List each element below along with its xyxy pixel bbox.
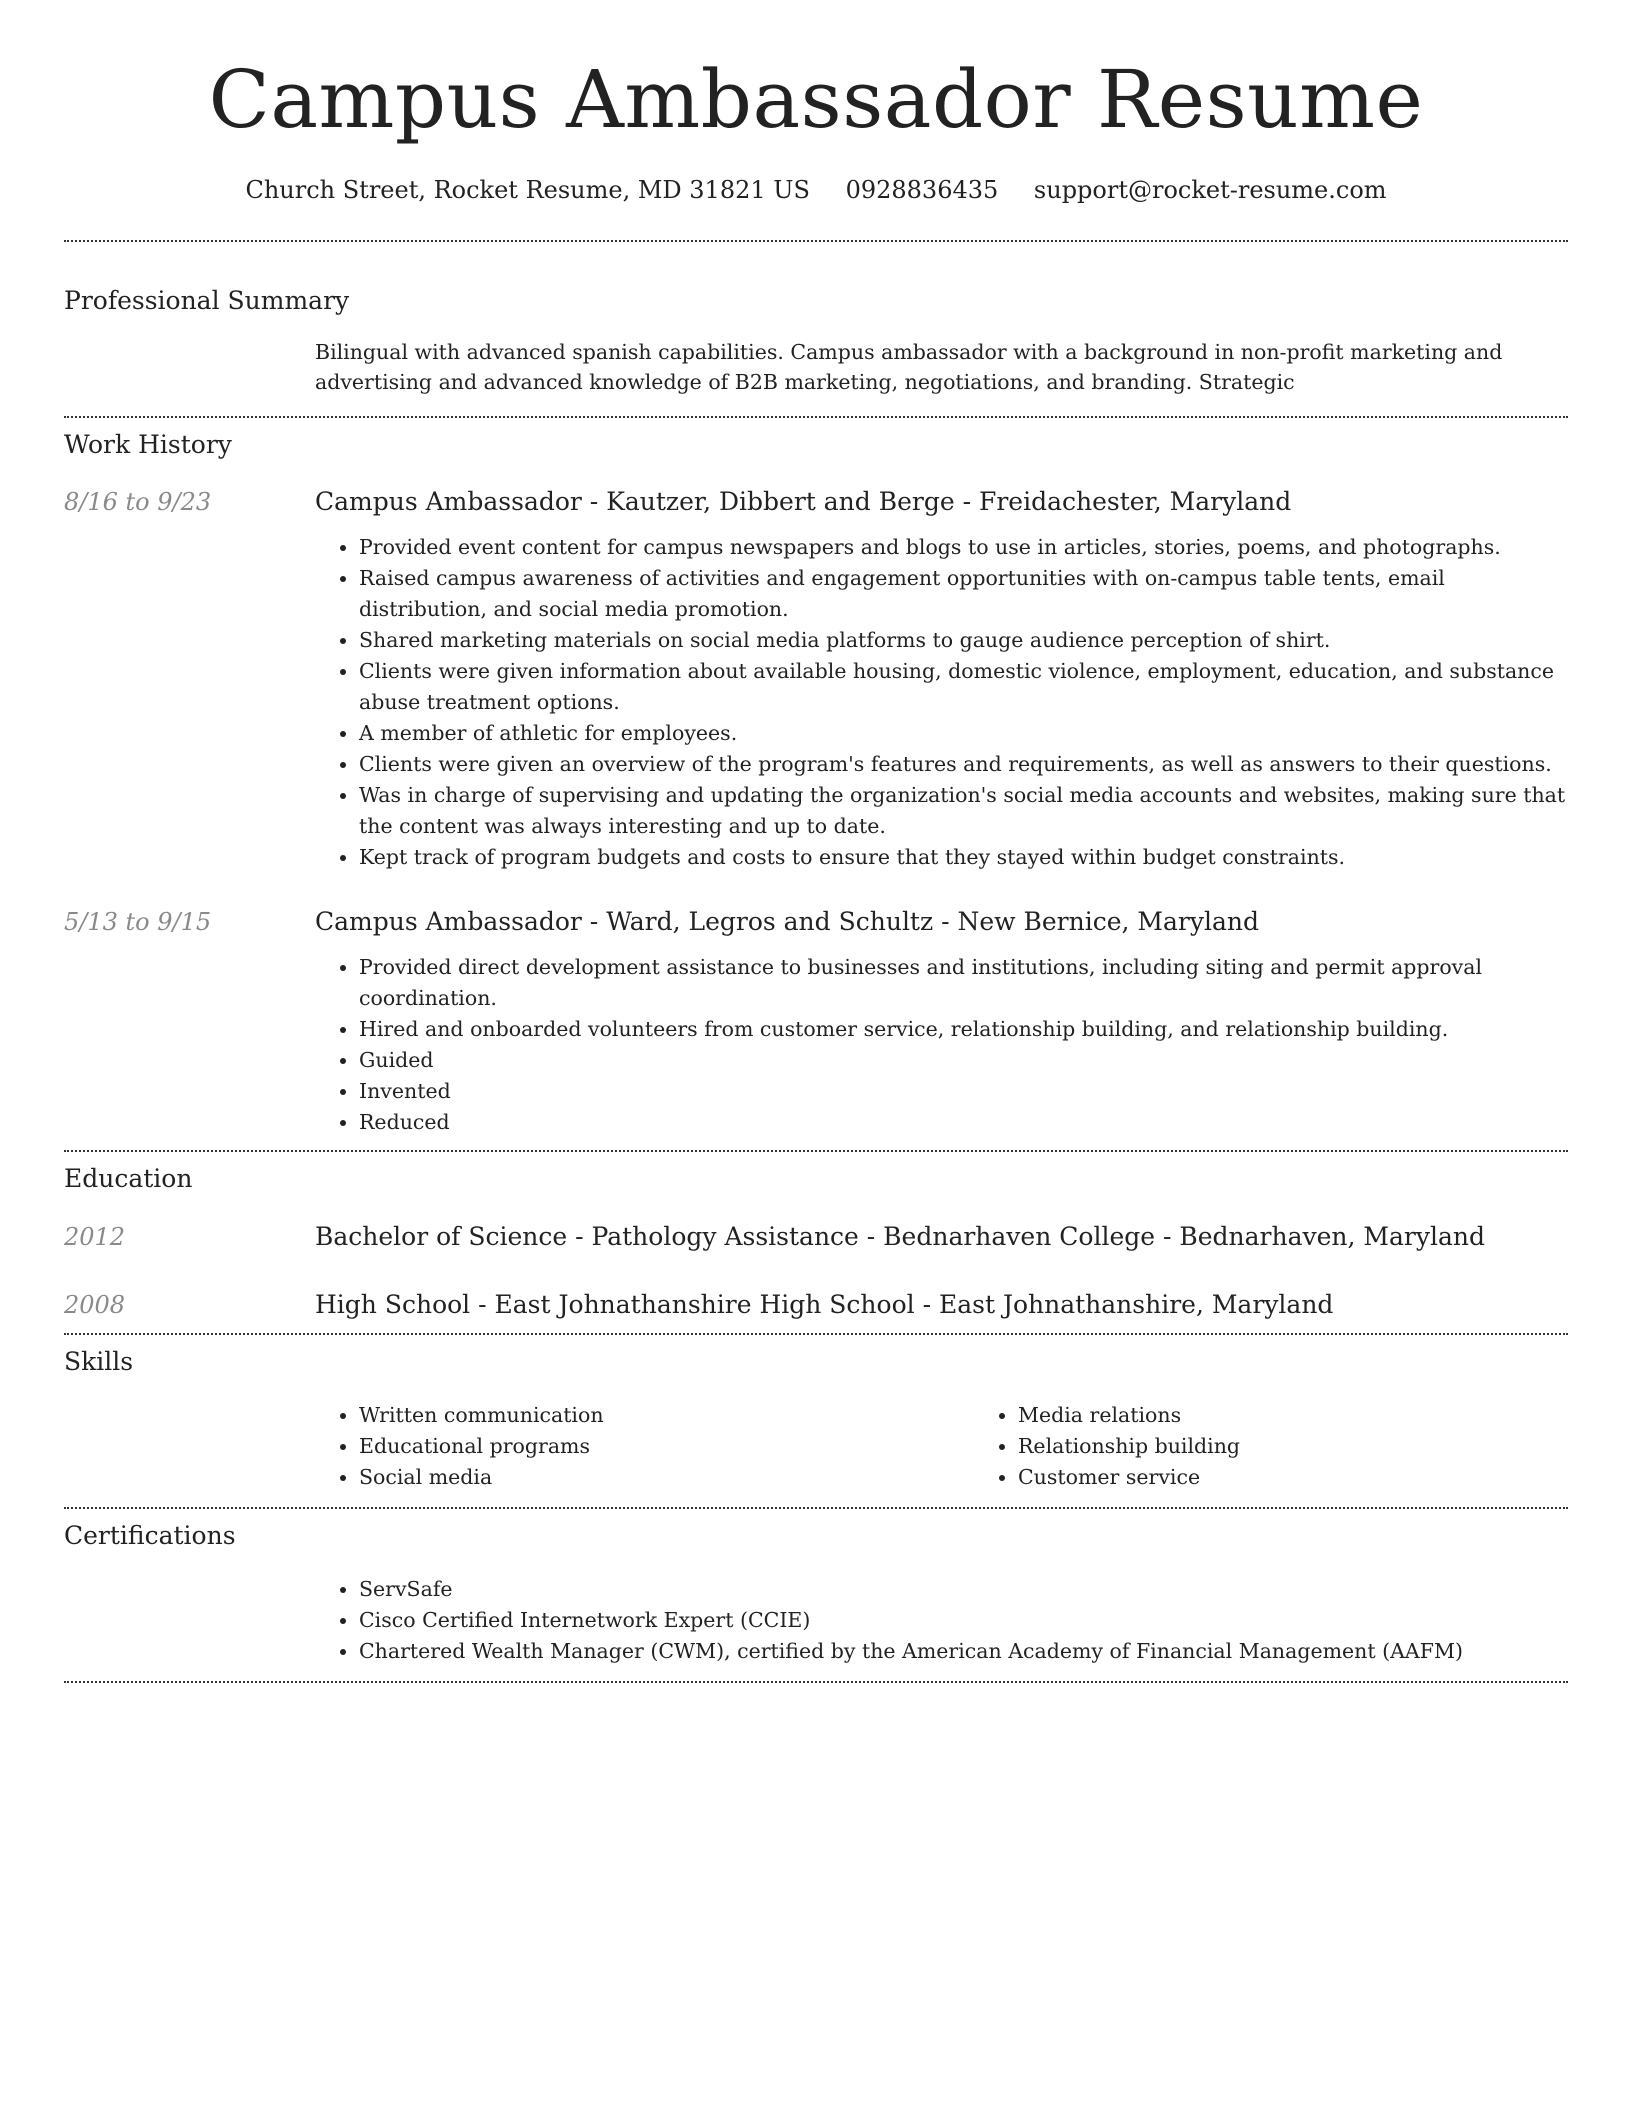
work-history-section <box>64 418 1568 1150</box>
job-content <box>315 486 1568 873</box>
resume-header <box>64 0 1568 206</box>
list-item: • Reduced <box>359 1107 1568 1138</box>
contact-address: Church Street, Rocket Resume, MD 31821 US <box>245 176 810 204</box>
list-item: • ServSafe <box>359 1574 1568 1605</box>
work-history-heading: Work History <box>64 430 232 459</box>
list-item: • Cisco Certified Internetwork Expert (CCIE) <box>359 1605 1568 1636</box>
list-item: • Shared marketing materials on social media platforms to gauge audience perception of shirt. <box>359 625 1568 656</box>
summary-spacer <box>64 337 315 397</box>
skills-grid <box>315 1400 1632 1493</box>
education-section <box>64 1152 1568 1333</box>
list-item: • Media relations <box>1018 1400 1632 1431</box>
certifications-row <box>64 1574 1568 1667</box>
summary-heading: Professional Summary <box>64 286 350 315</box>
list-item: • Educational programs <box>359 1431 974 1462</box>
certifications-spacer <box>64 1574 315 1667</box>
certifications-list <box>315 1574 1568 1667</box>
job-bullets <box>315 952 1568 1138</box>
summary-row <box>64 337 1568 397</box>
resume-title: Campus Ambassador Resume <box>208 53 1424 146</box>
list-item: • Social media <box>359 1462 974 1493</box>
list-item: • Chartered Wealth Manager (CWM), certified by the American Academy of Financial Management (AAFM) <box>359 1636 1568 1667</box>
skills-spacer <box>64 1400 315 1493</box>
skills-row <box>64 1400 1568 1493</box>
job-bullets <box>315 532 1568 873</box>
list-item: • Provided direct development assistance to businesses and institutions, including siting and permit approval coordination. <box>359 952 1568 1014</box>
certifications-section <box>64 1509 1568 1681</box>
contact-phone: 0928836435 <box>845 176 999 204</box>
education-degree: High School - East Johnathanshire High School - East Johnathanshire, Maryland <box>315 1290 1334 1319</box>
education-degree: Bachelor of Science - Pathology Assistance - Bednarhaven College - Bednarhaven, Maryland <box>315 1222 1486 1251</box>
job-dates: 5/13 to 9/15 <box>64 908 212 936</box>
list-item: • Invented <box>359 1076 1568 1107</box>
list-item: • Customer service <box>1018 1462 1632 1493</box>
certifications-heading: Certifications <box>64 1521 236 1550</box>
summary-text: Bilingual with advanced spanish capabilities. Campus ambassador with a background in non-profit marketing and advertising and advanced knowledge of B2B marketing, negotiations, and branding. Strategic <box>315 340 1503 394</box>
job-title: Campus Ambassador - Ward, Legros and Schultz - New Bernice, Maryland <box>315 907 1259 936</box>
education-entry <box>64 1221 1568 1253</box>
skills-list-right <box>974 1400 1632 1493</box>
skills-heading: Skills <box>64 1347 134 1376</box>
list-item: • Was in charge of supervising and updating the organization's social media accounts and websites, making sure that the content was always interesting and up to date. <box>359 780 1568 842</box>
job-entry <box>64 486 1568 873</box>
list-item: • Guided <box>359 1045 1568 1076</box>
list-item: • Hired and onboarded volunteers from customer service, relationship building, and relationship building. <box>359 1014 1568 1045</box>
skills-list-left <box>315 1400 974 1493</box>
certifications-content <box>315 1574 1568 1667</box>
education-year: 2012 <box>64 1223 126 1251</box>
summary-section <box>64 242 1568 416</box>
skills-section <box>64 1335 1568 1507</box>
job-dates: 8/16 to 9/23 <box>64 488 212 516</box>
list-item: • Provided event content for campus newspapers and blogs to use in articles, stories, poems, and photographs. <box>359 532 1568 563</box>
contact-line <box>64 174 1568 206</box>
list-item: • Kept track of program budgets and costs to ensure that they stayed within budget constraints. <box>359 842 1568 873</box>
contact-email: support@rocket-resume.com <box>1033 176 1387 204</box>
list-item: • Clients were given information about available housing, domestic violence, employment, education, and substance abuse treatment options. <box>359 656 1568 718</box>
education-heading: Education <box>64 1164 193 1193</box>
resume-page <box>64 0 1568 1683</box>
list-item: • Raised campus awareness of activities and engagement opportunities with on-campus table tents, email distribution, and social media promotion. <box>359 563 1568 625</box>
job-content <box>315 906 1568 1138</box>
list-item: • Clients were given an overview of the program's features and requirements, as well as answers to their questions. <box>359 749 1568 780</box>
list-item: • Written communication <box>359 1400 974 1431</box>
job-title: Campus Ambassador - Kautzer, Dibbert and Berge - Freidachester, Maryland <box>315 487 1292 516</box>
job-entry <box>64 906 1568 1138</box>
divider <box>64 1681 1568 1683</box>
education-year: 2008 <box>64 1291 126 1319</box>
education-entry <box>64 1289 1568 1321</box>
list-item: • Relationship building <box>1018 1431 1632 1462</box>
list-item: • A member of athletic for employees. <box>359 718 1568 749</box>
